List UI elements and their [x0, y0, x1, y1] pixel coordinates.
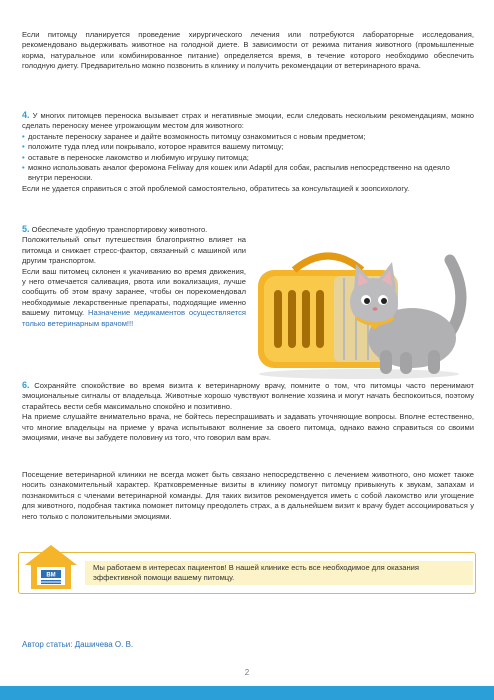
section-number: 6. [22, 380, 30, 390]
transport-paragraph-1: Положительный опыт путешествия благоприятно влияет на питомца и снижает стресс-фактор, связанный с машиной или другим транспортом. [22, 235, 246, 266]
carrier-intro-text: У многих питомцев переноска вызывает страх и негативные эмоции, если следовать нескольким рекомендациям, можно сделать переноску менее угрожающим местом для животного: [22, 111, 474, 131]
calm-paragraph-1-text: Сохраняйте спокойствие во время визита к ветеринарному врачу, помните о том, что питомцы часто перенимают эмоциональные сигналы от владельца. Животные хорошо чувствуют волнение хозяина и могут начать беспокоиться, поэтому старайтесь вести себя максимально спокойно и позитивно. [22, 381, 474, 411]
list-item: • оставьте в переноске лакомство и любимую игрушку питомца; [22, 153, 474, 163]
section-fasting [22, 30, 474, 72]
section-transport [22, 224, 246, 329]
list-item: • можно использовать аналог феромона Feliway для кошек или Adaptil для собак, распылив непосредственно на одеяло внутри переноски. [22, 163, 474, 184]
list-item: • положите туда плед или покрывало, которое нравится вашему питомцу; [22, 142, 474, 152]
clinic-logo-icon [23, 543, 79, 591]
page-number: 2 [244, 668, 250, 677]
carrier-outro: Если не удается справиться с этой проблемой самостоятельно, обратитесь за консультацией к зоопсихологу. [22, 183, 410, 193]
visits-paragraph: Посещение ветеринарной клиники не всегда может быть связано непосредственно с лечением животного, оно может также носить ознакомительный характер. Кратковременные визиты в клинику помогут питомцу привыкнуть к звукам, запахам и познакомиться с членами ветеринарной команды. Для таких визитов рекомендуется иметь с собой лакомство или угощение для животного, подобная тактика поможет питомцу преодолеть страх, а в дальнейшем визит к врачу будет ассоциироваться у него только с положительными эмоциями. [22, 470, 474, 521]
carrier-intro [22, 110, 474, 132]
clinic-message: Мы работаем в интересах пациентов! В нашей клинике есть все необходимое для оказания эффективной помощи вашему питомцу. [93, 563, 419, 583]
clinic-callout [18, 552, 476, 594]
carrier-tips-list [22, 132, 474, 184]
clinic-logo-text: ВМ [46, 572, 56, 579]
calm-paragraph-1 [22, 380, 474, 412]
transport-paragraph-2 [22, 267, 246, 329]
section-number: 4. [22, 110, 30, 120]
fasting-paragraph: Если питомцу планируется проведение хирургического лечения или потребуются лабораторные исследования, рекомендовано выдерживать животное на голодной диете. В зависимости от режима питания животного (промышленные корма, натуральное или комбинированное питание) определяется время, в течение которого необходимо обеспечить голодную диету. Предварительно можно позвонить в клинику и получить рекомендации от ветеринарного врача. [22, 30, 474, 71]
cat-in-carrier-illustration [244, 246, 474, 380]
section-number: 5. [22, 224, 30, 234]
section-calm [22, 380, 474, 443]
transport-heading [22, 224, 246, 235]
section-carrier [22, 110, 474, 194]
article-author: Автор статьи: Дашичева О. В. [22, 640, 134, 649]
calm-paragraph-2: На приеме слушайте внимательно врача, не бойтесь переспрашивать и задавать уточняющие вопросы. Вполне естественно, что многие владельцы на приеме у врача испытывают волнение за своего питомца, однако важно справиться со своими эмоциями, иначе вы забудете половину из того, что говорил вам врач. [22, 412, 474, 443]
list-item: • достаньте переноску заранее и дайте возможность питомцу ознакомиться с новым предметом; [22, 132, 474, 142]
transport-paragraph-2-text: Если ваш питомец склонен к укачиванию во время движения, у него отмечается саливация, рвота или вокализация, лучше сообщить об этом врачу заранее, чтобы он порекомендовал необходимые лекарственные препараты, подходящие именно вашему питомцу. [22, 266, 246, 318]
transport-heading-text: Обеспечьте удобную транспортировку животного. [31, 225, 208, 234]
clinic-message-banner [85, 561, 473, 585]
section-visits [22, 470, 474, 522]
footer-stripe [0, 686, 494, 700]
medication-warning: Назначение медикаментов осуществляется только ветеринарным врачом!!! [22, 308, 246, 328]
